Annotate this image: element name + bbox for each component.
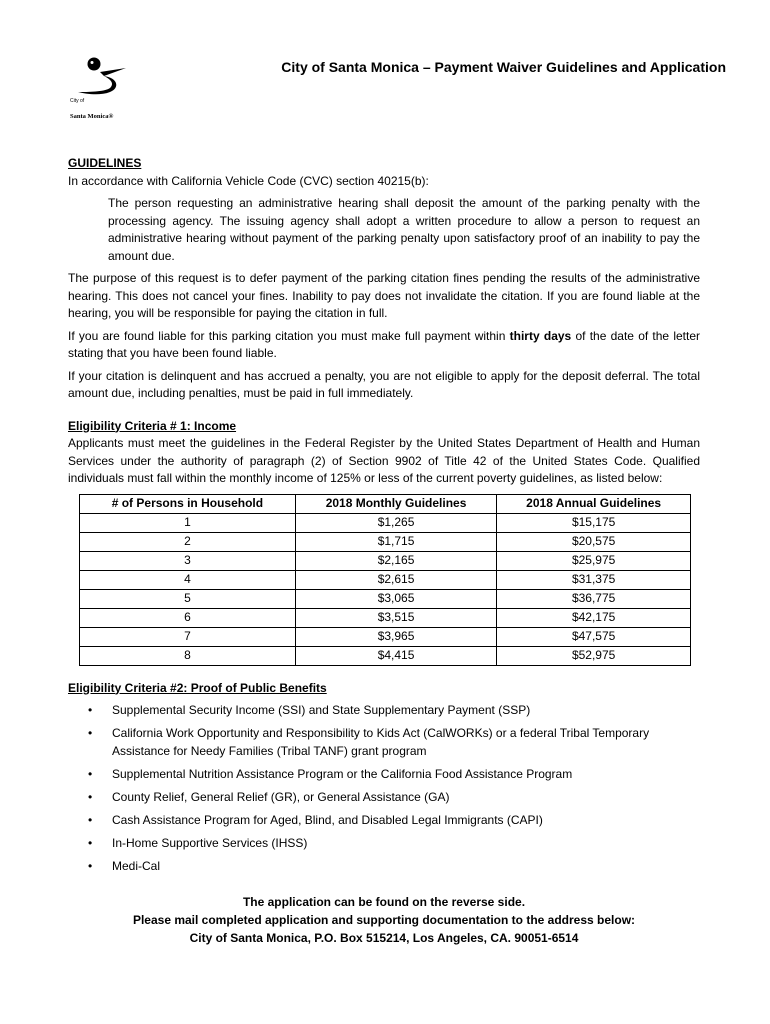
list-item bbox=[68, 788, 700, 806]
persons-cell: 3 bbox=[80, 551, 296, 570]
city-logo bbox=[70, 56, 134, 126]
guidelines-heading: GUIDELINES bbox=[68, 156, 142, 170]
footer-address: City of Santa Monica, P.O. Box 515214, Los Angeles, CA. 90051-6514 bbox=[189, 931, 579, 945]
purpose-paragraph: The purpose of this request is to defer payment of the parking citation fines pending the results of the administrative hearing. This does not cancel your fines. Inability to pay does not invalidate the citation. If you are found liable at the hearing, you will be responsible for paying the citation in full. bbox=[68, 271, 700, 320]
annual-cell: $25,975 bbox=[497, 551, 691, 570]
list-item bbox=[68, 857, 700, 875]
annual-cell: $20,575 bbox=[497, 532, 691, 551]
table-row bbox=[80, 646, 691, 665]
annual-cell: $42,175 bbox=[497, 608, 691, 627]
list-item bbox=[68, 834, 700, 852]
benefit-text: Supplemental Security Income (SSI) and State Supplementary Payment (SSP) bbox=[112, 703, 531, 717]
list-item bbox=[68, 811, 700, 829]
persons-cell: 6 bbox=[80, 608, 296, 627]
persons-cell: 2 bbox=[80, 532, 296, 551]
santa-monica-logo-icon bbox=[70, 56, 134, 100]
list-item bbox=[68, 724, 700, 760]
table-row bbox=[80, 532, 691, 551]
annual-cell: $31,375 bbox=[497, 570, 691, 589]
monthly-cell: $4,415 bbox=[295, 646, 496, 665]
annual-cell: $52,975 bbox=[497, 646, 691, 665]
bullet-icon: • bbox=[88, 790, 93, 804]
footer-mail-instructions: Please mail completed application and supporting documentation to the address below: bbox=[132, 913, 636, 927]
monthly-cell: $1,265 bbox=[295, 513, 496, 532]
criteria1-heading: Eligibility Criteria # 1: Income bbox=[68, 418, 237, 433]
bullet-icon: • bbox=[88, 767, 93, 781]
persons-cell: 7 bbox=[80, 627, 296, 646]
table-row bbox=[80, 608, 691, 627]
persons-cell: 8 bbox=[80, 646, 296, 665]
monthly-cell: $1,715 bbox=[295, 532, 496, 551]
table-row bbox=[80, 627, 691, 646]
column-header-annual: 2018 Annual Guidelines bbox=[497, 494, 691, 513]
criteria2-heading: Eligibility Criteria #2: Proof of Public Benefits bbox=[68, 680, 327, 695]
annual-cell: $47,575 bbox=[497, 627, 691, 646]
bullet-icon: • bbox=[88, 726, 93, 740]
annual-cell: $15,175 bbox=[497, 513, 691, 532]
table-header-row bbox=[80, 494, 691, 513]
mailing-instructions bbox=[68, 893, 700, 947]
bullet-icon: • bbox=[88, 813, 93, 827]
cvc-quote: The person requesting an administrative hearing shall deposit the amount of the parking penalty with the processing agency. The issuing agency shall adopt a written procedure to allow a person to request an administrative hearing without payment of the parking penalty upon satisfactory proof of an inability to pay the amount due. bbox=[108, 196, 700, 263]
poverty-guidelines-table bbox=[79, 494, 691, 666]
monthly-cell: $2,165 bbox=[295, 551, 496, 570]
column-header-persons: # of Persons in Household bbox=[80, 494, 296, 513]
page-title: City of Santa Monica – Payment Waiver Guidelines and Application bbox=[281, 59, 726, 75]
table-row bbox=[80, 589, 691, 608]
column-header-monthly: 2018 Monthly Guidelines bbox=[295, 494, 496, 513]
monthly-cell: $2,615 bbox=[295, 570, 496, 589]
table-row bbox=[80, 551, 691, 570]
thirty-days-emphasis: thirty days bbox=[509, 328, 572, 343]
delinquent-paragraph: If your citation is delinquent and has accrued a penalty, you are not eligible to apply for the deposit deferral. The total amount due, including penalties, must be paid in full immediately. bbox=[68, 368, 700, 400]
monthly-cell: $3,515 bbox=[295, 608, 496, 627]
document-body bbox=[68, 155, 700, 947]
persons-cell: 4 bbox=[80, 570, 296, 589]
persons-cell: 1 bbox=[80, 513, 296, 532]
liable-text-after: of the date of the letter stating that you have been found liable. bbox=[68, 328, 701, 360]
guidelines-intro: In accordance with California Vehicle Code (CVC) section 40215(b): bbox=[68, 173, 429, 188]
liable-paragraph bbox=[68, 328, 700, 363]
bullet-icon: • bbox=[88, 859, 93, 873]
benefit-text: Medi-Cal bbox=[112, 859, 161, 873]
criteria1-text: Applicants must meet the guidelines in the Federal Register by the United States Department of Health and Human Services under the authority of paragraph (2) of Section 9902 of Title 42 of the United States Code. Qualified individuals must fall within the monthly income of 125% or less of the current poverty guidelines, as listed below: bbox=[68, 436, 700, 485]
list-item bbox=[68, 701, 700, 719]
benefit-text: County Relief, General Relief (GR), or General Assistance (GA) bbox=[112, 790, 450, 804]
benefit-text: Supplemental Nutrition Assistance Program or the California Food Assistance Program bbox=[112, 767, 573, 781]
benefit-text: In-Home Supportive Services (IHSS) bbox=[112, 836, 308, 850]
table-row bbox=[80, 570, 691, 589]
bullet-icon: • bbox=[88, 703, 93, 717]
monthly-cell: $3,965 bbox=[295, 627, 496, 646]
monthly-cell: $3,065 bbox=[295, 589, 496, 608]
logo-santa-monica: Santa Monica® bbox=[70, 113, 114, 120]
benefit-text: California Work Opportunity and Responsibility to Kids Act (CalWORKs) or a federal Tribal Temporary Assistance for Needy Families (Tribal TANF) grant program bbox=[112, 726, 650, 758]
bullet-icon: • bbox=[88, 836, 93, 850]
footer-reverse-side: The application can be found on the reverse side. bbox=[242, 895, 526, 909]
annual-cell: $36,775 bbox=[497, 589, 691, 608]
persons-cell: 5 bbox=[80, 589, 296, 608]
liable-text-before: If you are found liable for this parking citation you must make full payment within bbox=[68, 328, 510, 343]
logo-city-of: City of bbox=[70, 98, 85, 104]
benefit-text: Cash Assistance Program for Aged, Blind, and Disabled Legal Immigrants (CAPI) bbox=[112, 813, 543, 827]
benefits-list bbox=[68, 701, 700, 875]
list-item bbox=[68, 765, 700, 783]
table-row bbox=[80, 513, 691, 532]
